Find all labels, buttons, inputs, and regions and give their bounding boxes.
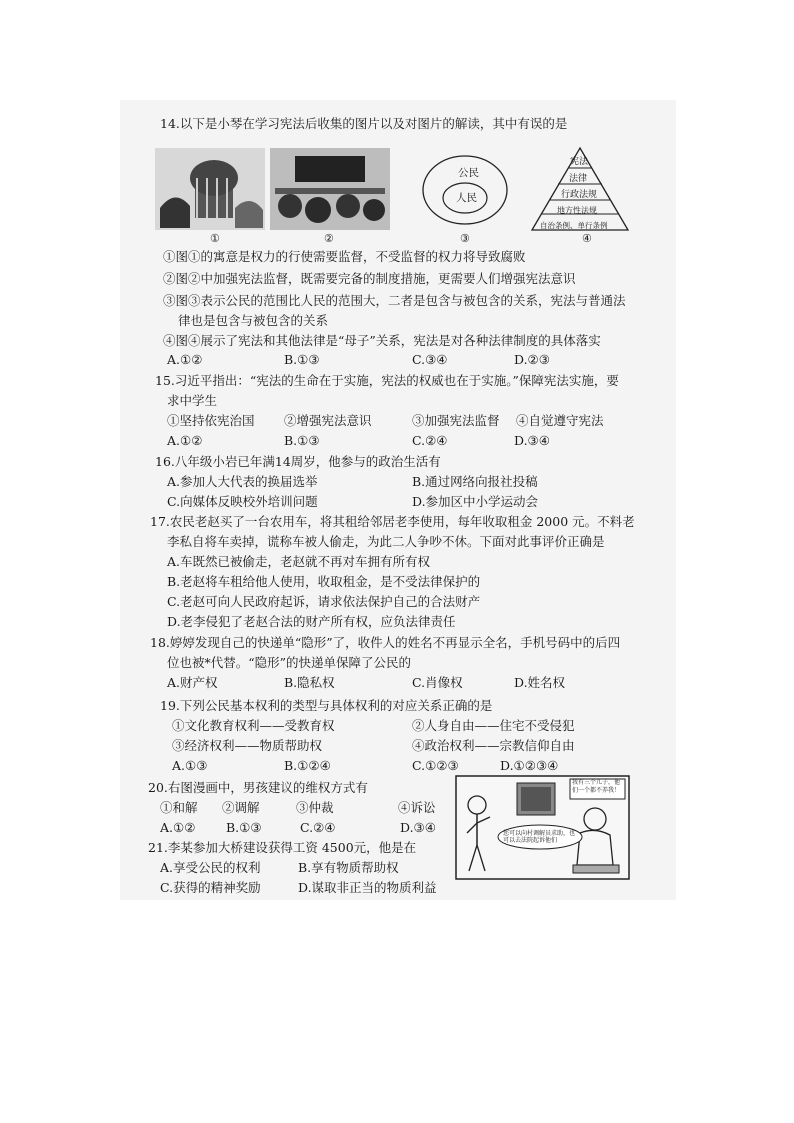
q15-stem: 15.习近平指出：“宪法的生命在于实施，宪法的权威也在于实施。”保障宪法实施，要 [155, 373, 619, 388]
q21-option-c[interactable]: C.获得的精神奖励 [160, 880, 261, 895]
q20-option-c[interactable]: C.②④ [300, 820, 336, 835]
image-caption-4: ④ [582, 232, 592, 245]
q21-stem: 21.李某参加大桥建设获得工资 4500元，他是在 [148, 840, 417, 855]
image-caption-1: ① [210, 232, 220, 245]
q16-option-a[interactable]: A.参加人大代表的换届选举 [167, 474, 318, 489]
q14-statement-4: ④图④展示了宪法和其他法律是“母子”关系，宪法是对各种法律制度的具体落实 [163, 333, 601, 348]
image-caption-2: ② [324, 232, 334, 245]
q14-statement-2: ②图②中加强宪法监督，既需要完备的制度措施，更需要人们增强宪法意识 [163, 271, 576, 286]
q17-stem: 17.农民老赵买了一台农用车，将其租给邻居老李使用，每年收取租金 2000 元。不料老 [150, 514, 635, 529]
q17-option-b[interactable]: B.老赵将车租给他人使用，收取租金，是不受法律保护的 [167, 574, 481, 589]
q19-stem: 19.下列公民基本权利的类型与具体权利的对应关系正确的是 [160, 698, 493, 713]
q16-option-c[interactable]: C.向媒体反映校外培训问题 [167, 494, 318, 509]
cartoon-image-2 [270, 148, 390, 230]
pyramid-level-2: 法律 [569, 174, 588, 184]
q20-option-d[interactable]: D.③④ [400, 820, 436, 835]
q20-item-4: ④诉讼 [398, 800, 436, 815]
q18-stem-cont: 位也被*代替。“隐形”的快递单保障了公民的 [167, 655, 412, 670]
cartoon-bubble-boy: 您可以向村调解员求助，也可以去法院起诉他们 [503, 830, 576, 844]
q15-stem-cont: 求中学生 [167, 393, 218, 408]
q17-option-c[interactable]: C.老赵可向人民政府起诉，请求依法保护自己的合法财产 [167, 594, 481, 609]
q18-option-a[interactable]: A.财产权 [167, 675, 218, 690]
q19-option-a[interactable]: A.①③ [172, 758, 208, 773]
q14-stem: 14.以下是小琴在学习宪法后收集的图片以及对图片的解读，其中有误的是 [160, 116, 568, 131]
q14-option-b[interactable]: B.①③ [284, 352, 320, 367]
q15-option-d[interactable]: D.③④ [514, 433, 550, 448]
q16-option-b[interactable]: B.通过网络向报社投稿 [412, 474, 538, 489]
q21-option-a[interactable]: A.享受公民的权利 [160, 860, 261, 875]
pyramid-level-3: 行政法规 [561, 190, 598, 200]
q19-option-b[interactable]: B.①②④ [284, 758, 331, 773]
q18-option-d[interactable]: D.姓名权 [514, 675, 566, 690]
cartoon-bubble-old-man: 我有三个儿子，他们一个都不养我！ [572, 779, 621, 794]
q18-option-c[interactable]: C.肖像权 [412, 675, 463, 690]
q19-option-d[interactable]: D.①②③④ [500, 758, 559, 773]
q14-option-a[interactable]: A.①② [167, 352, 203, 367]
pyramid-level-4: 地方性法规 [557, 206, 597, 215]
q19-item-1: ①文化教育权利——受教育权 [172, 718, 335, 733]
pyramid-level-5: 自治条例、单行条例 [540, 221, 608, 230]
q20-item-2: ②调解 [222, 800, 260, 815]
q15-option-b[interactable]: B.①③ [284, 433, 320, 448]
q15-option-a[interactable]: A.①② [167, 433, 203, 448]
q20-stem: 20.右图漫画中，男孩建议的维权方式有 [148, 780, 368, 795]
q20-option-a[interactable]: A.①② [160, 820, 196, 835]
circle-outer-label: 公民 [458, 167, 479, 179]
q19-item-4: ④政治权利——宗教信仰自由 [412, 738, 575, 753]
q14-statement-3-cont: 律也是包含与被包含的关系 [178, 313, 329, 328]
q19-item-3: ③经济权利——物质帮助权 [172, 738, 323, 753]
q19-option-c[interactable]: C.①②③ [412, 758, 459, 773]
q16-stem: 16.八年级小岩已年满14周岁，他参与的政治生活有 [155, 454, 441, 469]
q20-item-3: ③仲裁 [296, 800, 334, 815]
pyramid-level-1: 宪法 [570, 157, 589, 167]
q15-item-3: ③加强宪法监督 [412, 413, 500, 428]
q16-option-d[interactable]: D.参加区中小学运动会 [412, 494, 539, 509]
q17-stem-cont: 李私自将车卖掉，谎称车被人偷走，为此二人争吵不休。下面对此事评价正确是 [167, 534, 605, 549]
q18-option-b[interactable]: B.隐私权 [284, 675, 335, 690]
q17-option-d[interactable]: D.老李侵犯了老赵合法的财产所有权，应负法律责任 [167, 614, 456, 629]
q20-item-1: ①和解 [160, 800, 198, 815]
q14-statement-3: ③图③表示公民的范围比人民的范围大，二者是包含与被包含的关系，宪法与普通法 [163, 293, 626, 308]
q19-item-2: ②人身自由——住宅不受侵犯 [412, 718, 575, 733]
q15-item-2: ②增强宪法意识 [284, 413, 372, 428]
cartoon-image-1 [155, 148, 265, 230]
q15-item-1: ①坚持依宪治国 [167, 413, 255, 428]
q15-option-c[interactable]: C.②④ [412, 433, 448, 448]
q14-option-c[interactable]: C.③④ [412, 352, 448, 367]
q21-option-b[interactable]: B.享有物质帮助权 [298, 860, 399, 875]
q18-stem: 18.婷婷发现自己的快递单“隐形”了，收件人的姓名不再显示全名，手机号码中的后四 [150, 635, 621, 650]
q21-option-d[interactable]: D.谋取非正当的物质利益 [298, 880, 437, 895]
q14-statement-1: ①图①的寓意是权力的行使需要监督，不受监督的权力将导致腐败 [163, 249, 526, 264]
q20-option-b[interactable]: B.①③ [226, 820, 262, 835]
q17-option-a[interactable]: A.车既然已被偷走，老赵就不再对车拥有所有权 [167, 554, 431, 569]
image-caption-3: ③ [460, 232, 470, 245]
circle-inner-label: 人民 [456, 192, 477, 204]
q15-item-4: ④自觉遵守宪法 [516, 413, 604, 428]
q14-option-d[interactable]: D.②③ [514, 352, 550, 367]
